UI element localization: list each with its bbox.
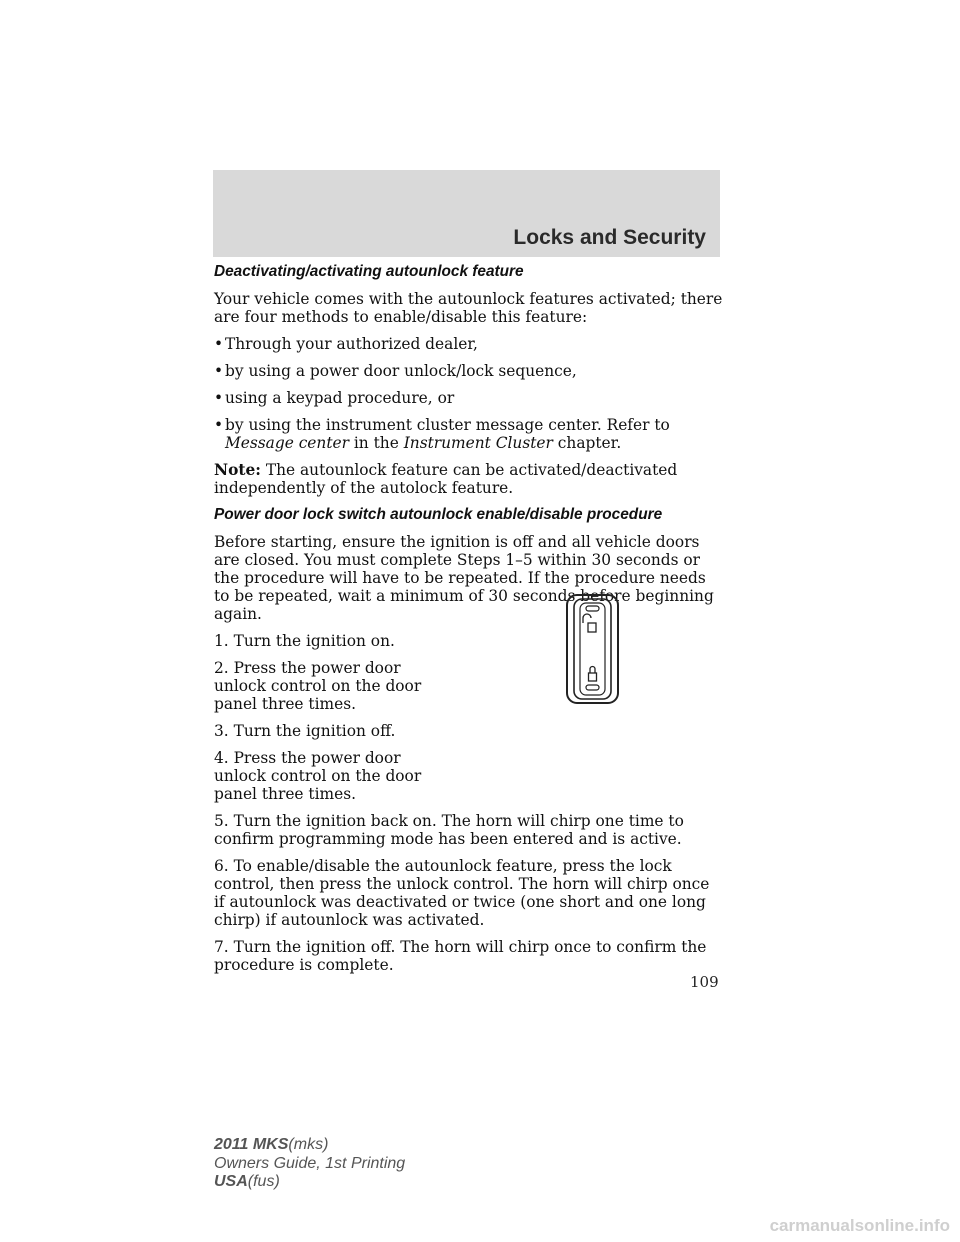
- step-3: 3. Turn the ignition off.: [214, 722, 396, 740]
- step-5: 5. Turn the ignition back on. The horn will chirp one time to confirm programming mode has been entered and is active.: [214, 812, 684, 848]
- list-item: • using a keypad procedure, or: [214, 389, 724, 407]
- watermark: carmanualsonline.info: [769, 1216, 950, 1235]
- unlock-icon: [583, 614, 596, 632]
- chapter-header-band: [213, 170, 720, 257]
- step-1: 1. Turn the ignition on.: [214, 632, 395, 650]
- step-6: 6. To enable/disable the autounlock feature, press the lock control, then press the unlock control. The horn will chirp once if autounlock was deactivated or twice (one short and one long chirp) if autounlock was activated.: [214, 857, 710, 929]
- note-paragraph: [214, 461, 724, 497]
- footer-region-code: (fus): [247, 1173, 280, 1190]
- footer-line-2: Owners Guide, 1st Printing: [214, 1154, 406, 1172]
- page-number: 109: [690, 973, 719, 991]
- list-item: [214, 416, 724, 452]
- power-door-lock-switch-illustration: [565, 593, 620, 705]
- text-run: chapter.: [552, 434, 622, 452]
- methods-list: [214, 335, 724, 452]
- text-run: in the: [348, 434, 404, 452]
- footer-region: USA: [214, 1173, 248, 1190]
- reference-message-center: Message center: [225, 434, 349, 452]
- paragraph-procedure-intro: Before starting, ensure the ignition is off and all vehicle doors are closed. You must complete Steps 1–5 within 30 seconds or the procedure will have to be repeated. If the procedure needs to be repeated, wait a minimum of 30 seconds before beginning again.: [214, 533, 714, 623]
- note-text: The autounlock feature can be activated/deactivated independently of the autolock feature.: [214, 461, 678, 497]
- chapter-title: Locks and Security: [513, 226, 706, 249]
- footer-line-3: [214, 1173, 405, 1192]
- note-label: Note:: [214, 461, 261, 479]
- section-heading-autounlock: Deactivating/activating autounlock feature: [214, 263, 524, 280]
- footer-model-code: (mks): [288, 1136, 329, 1153]
- step-7: 7. Turn the ignition off. The horn will chirp once to confirm the procedure is complete.: [214, 938, 707, 974]
- text-run: by using the instrument cluster message center. Refer to: [225, 416, 670, 434]
- step-4: 4. Press the power door unlock control on the door panel three times.: [214, 749, 422, 803]
- reference-instrument-cluster: Instrument Cluster: [403, 434, 553, 452]
- print-footer: [214, 1136, 405, 1192]
- section-heading-procedure: Power door lock switch autounlock enable/disable procedure: [214, 506, 663, 523]
- paragraph-intro: Your vehicle comes with the autounlock features activated; there are four methods to enable/disable this feature:: [214, 290, 723, 326]
- page-content: [214, 263, 724, 983]
- footer-model: 2011 MKS: [214, 1136, 289, 1153]
- list-item: • Through your authorized dealer,: [214, 335, 724, 353]
- lock-icon: [589, 667, 597, 682]
- footer-line-1: [214, 1136, 405, 1155]
- step-2: 2. Press the power door unlock control on the door panel three times.: [214, 659, 422, 713]
- list-item: • by using a power door unlock/lock sequence,: [214, 362, 724, 380]
